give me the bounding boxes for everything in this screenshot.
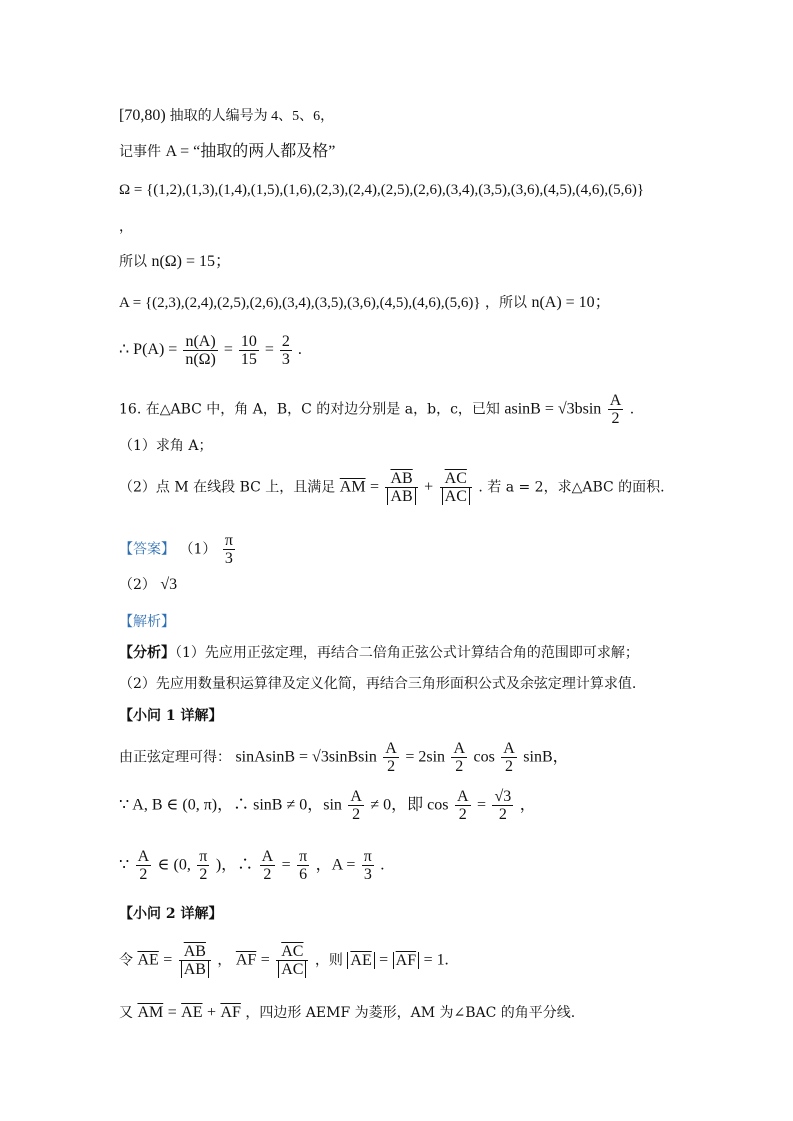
q2-frac-ab: $\frac{\overline{AB}}{AB}$ <box>385 470 417 505</box>
event-label: 记事件 <box>119 144 161 160</box>
question-16-part-1: （1）求角 A； <box>119 438 213 454</box>
line-omega <box>119 180 644 200</box>
solution-line-4: 令 $\overline{AE}$ = $\frac{\overline{AB}}{AB}$ ， $\overline{AF}$ = $\frac{\overline{AC}}{AC}$ ，则 $\overline{AE} = \overline{AF} = 1$. <box>119 943 449 978</box>
analysis-line-2: （2）先应用数量积运算律及定义化简，再结合三角形面积公式及余弦定理计算求值. <box>119 676 637 692</box>
line-probability: ∴ P(A) = $\frac{n(A)}{n(\Omega)}$ = $\frac{10}{15}$ = $\frac{2}{3}$ . <box>119 333 302 368</box>
prob-frac-3: $\frac{2}{3}$ <box>281 333 290 368</box>
sub-question-2-heading: 【小问 2 详解】 <box>119 906 223 922</box>
n-omega-label: 所以 <box>119 254 147 270</box>
prob-lhs: ∴ P(A) = <box>119 341 178 359</box>
set-a-tail-text: ，所以 <box>484 295 527 311</box>
solution-line-3: ∵ $\frac{A}{2}$ ∈ (0, $\frac{\pi}{2}$ )，∴ $\frac{A}{2}$ = $\frac{\pi}{6}$ ，A = $\frac{\pi}{3}$ . <box>119 848 385 883</box>
prob-frac-1: $\frac{n(A)}{n(\Omega)}$ <box>185 333 216 368</box>
omega-set: Ω = {(1,2),(1,3),(1,4),(1,5),(1,6),(2,3),(2,4),(2,5),(2,6),(3,4),(3,5),(3,6),(4,5),(4,6),(5,6)} <box>119 182 645 198</box>
question-16: 16. 在△ABC 中，角 A，B，C 的对边分别是 a，b，c，已知 asinB = √3bsin $\frac{A}{2}$ . <box>119 392 635 427</box>
analysis-line-1: 【分析】（1）先应用正弦定理，再结合二倍角正弦公式计算结合角的范围即可求解； <box>119 645 639 661</box>
q16-text: 16. 在△ABC 中，角 A，B，C 的对边分别是 a，b，c，已知 <box>119 401 500 418</box>
q2-frac-ac: $\frac{\overline{AC}}{AC}$ <box>440 470 472 505</box>
solution-line-2: ∵ A, B ∈ (0, π)，∴ sinB ≠ 0，sin $\frac{A}{2}$ ≠ 0，即 cos $\frac{A}{2}$ = $\frac{√3}{2}$ ， <box>119 788 536 823</box>
q2-text: （2）点 M 在线段 BC 上，且满足 <box>119 479 336 496</box>
solution-line-1: 由正弦定理可得： sinAsinB = √3sinBsin $\frac{A}{2}$ = 2sin $\frac{A}{2}$ cos $\frac{A}{2}$ sinB， <box>119 740 569 775</box>
answer-line-1: 【答案】 （1） $\frac{\pi}{3}$ <box>119 532 233 567</box>
vector-am: $\overline{AM}$ <box>339 478 366 496</box>
answer-line-2: （2） √3 <box>119 576 178 593</box>
set-a: A = {(2,3),(2,4),(2,5),(2,6),(3,4),(3,5),(3,6),(4,5),(4,6),(5,6)} <box>119 295 481 311</box>
line-n-omega <box>119 252 231 272</box>
prob-frac-2: $\frac{10}{15}$ <box>240 333 257 368</box>
n-omega-math: n(Ω) = 15； <box>151 253 232 270</box>
line-event-def <box>119 142 335 162</box>
answer-2-value: √3 <box>160 576 178 593</box>
answer-1-frac: $\frac{\pi}{3}$ <box>224 532 233 567</box>
comma: ， <box>119 219 133 235</box>
event-math: A = “抽取的两人都及格” <box>165 143 336 160</box>
answer-label: 【答案】 <box>119 541 175 558</box>
n-a-math: n(A) = 10； <box>531 294 611 311</box>
line-set-a <box>119 293 611 313</box>
solution-line-5: 又 $\overline{AM} = \overline{AE} + \overline{AF}$ ，四边形 AEMF 为菱形，AM 为∠BAC 的角平分线. <box>119 1004 576 1021</box>
line-comma <box>119 217 133 237</box>
question-16-part-2: （2）点 M 在线段 BC 上，且满足 $\overline{AM}$ = $\frac{\overline{AB}}{AB}$ + $\frac{\overline{AC}}{AC}$ . 若 a = 2，求△ABC 的面积. <box>119 470 665 505</box>
sub-question-1-heading: 【小问 1 详解】 <box>119 708 223 724</box>
jiexi-heading: 【解析】 <box>119 614 175 630</box>
interval-math: [70,80) <box>119 107 166 124</box>
q16-math: asinB = √3bsin <box>504 400 602 418</box>
analysis-label: 【分析】 <box>119 645 175 661</box>
interval-text: 抽取的人编号为 4、5、6， <box>169 109 335 124</box>
q2-tail: . 若 a = 2，求△ABC 的面积. <box>478 479 665 496</box>
q16-frac: $\frac{A}{2}$ <box>609 392 622 427</box>
line-interval <box>119 106 334 127</box>
